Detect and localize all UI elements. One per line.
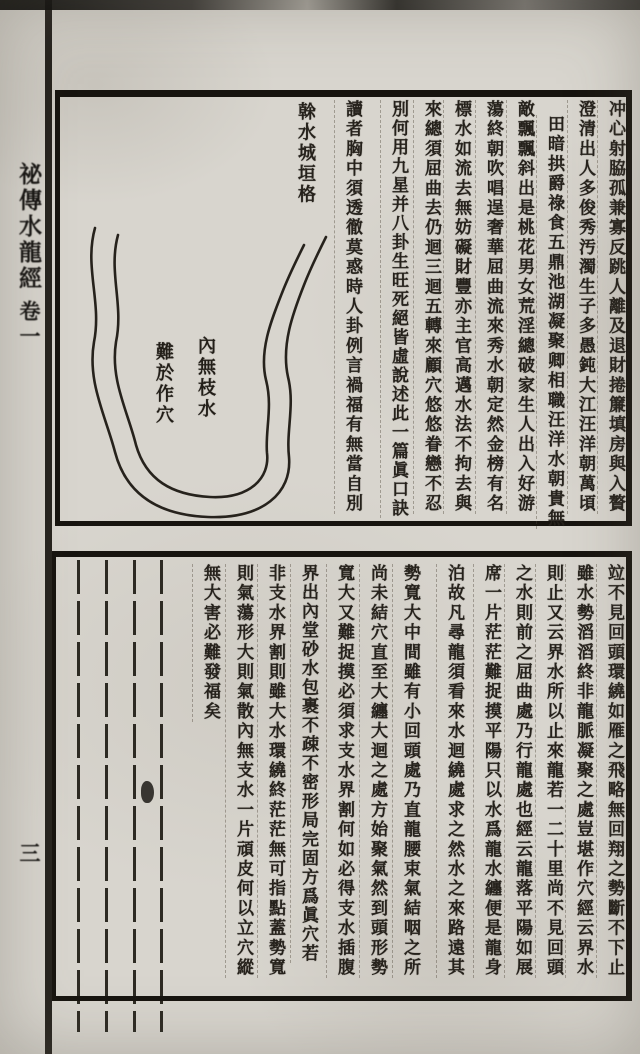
text-column: 尚未結穴直至大纏大迴之處方始聚氣然到頭形勢 [359, 564, 390, 978]
figure-caption: 榦水城垣格 [295, 102, 316, 206]
volume-label: 卷一 [17, 300, 42, 350]
text-column: 來總須屈曲去仍迴三迴五轉來顧穴悠悠眷戀不忍 [413, 100, 444, 514]
text-column: 非支水界割則雖大水環繞終茫茫無可指點蓋勢寬 [257, 564, 288, 978]
text-column: 敵飄飄斜出是桃花男女荒淫總破家生人出入好游 [506, 100, 537, 514]
text-column: 泊故凡尋龍須看來水迴繞處求之然水之來路遠其 [436, 564, 467, 978]
text-column: 雖水勢滔滔終非龍脈凝聚之處豈堪作穴經云界水 [565, 564, 596, 978]
text-column: 則止又云界水所以止來龍若一二十里尚不見回頭 [535, 564, 566, 978]
book-margin-title: 祕傳水龍經 [15, 162, 42, 292]
text-column: 無大害必難發福矣 [192, 564, 223, 722]
text-column: 蕩終朝吹唱逞奢華屈曲流來秀水朝定然金榜有名 [475, 100, 506, 514]
bottom-page-frame [52, 551, 632, 1001]
page-number: 三 [17, 842, 42, 863]
ink-blot [141, 781, 154, 803]
figure-label-inner-right: 內無枝水 [195, 336, 216, 420]
top-page-frame [55, 90, 632, 529]
text-column: 界出內堂砂水包裹不疎不密形局完固方爲眞穴若 [290, 564, 321, 963]
figure-label-inner-left: 難於作穴 [153, 342, 174, 426]
text-column: 則氣蕩形大則氣散內無支水一片頑皮何以立穴縱 [225, 564, 256, 978]
text-column: 勢寬大中間雖有小回頭處乃直龍腰束氣結咽之所 [392, 564, 423, 978]
river-bend-diagram [60, 97, 626, 521]
text-column: 田暗拱爵祿食五鼎池湖凝聚卿相職汪洋水朝貴無 [536, 115, 567, 529]
text-column: 之水則前之屈曲處乃行龍處也經云龍落平陽如展 [504, 564, 535, 978]
scan-artifact-top [0, 0, 640, 10]
text-column: 席一片茫茫難捉摸平陽只以水爲龍水纏便是龍身 [473, 564, 504, 978]
text-column: 寬大又難捉摸必須求支水界割何如必得支水插腹 [326, 564, 357, 978]
text-column: 澄清出人多俊秀汚濁生子多愚鈍大江汪洋朝萬頃 [567, 100, 598, 514]
text-column: 竝不見回頭環繞如雁之飛略無回翔之勢斷不下止 [596, 564, 627, 978]
text-column: 別何用九星并八卦生旺死絕皆虛說述此一篇眞口訣 [380, 100, 411, 518]
page-fold-line [45, 0, 52, 1054]
text-column: 冲心射脇孤兼寡反跳人離及退財捲簾填房與入贅 [597, 100, 628, 514]
text-column: 讀者胸中須透徹莫惑時人卦例言禍福有無當自別 [334, 100, 365, 514]
text-column: 標水如流去無妨礙財豐亦主官高邁水法不拘去與 [443, 100, 474, 514]
